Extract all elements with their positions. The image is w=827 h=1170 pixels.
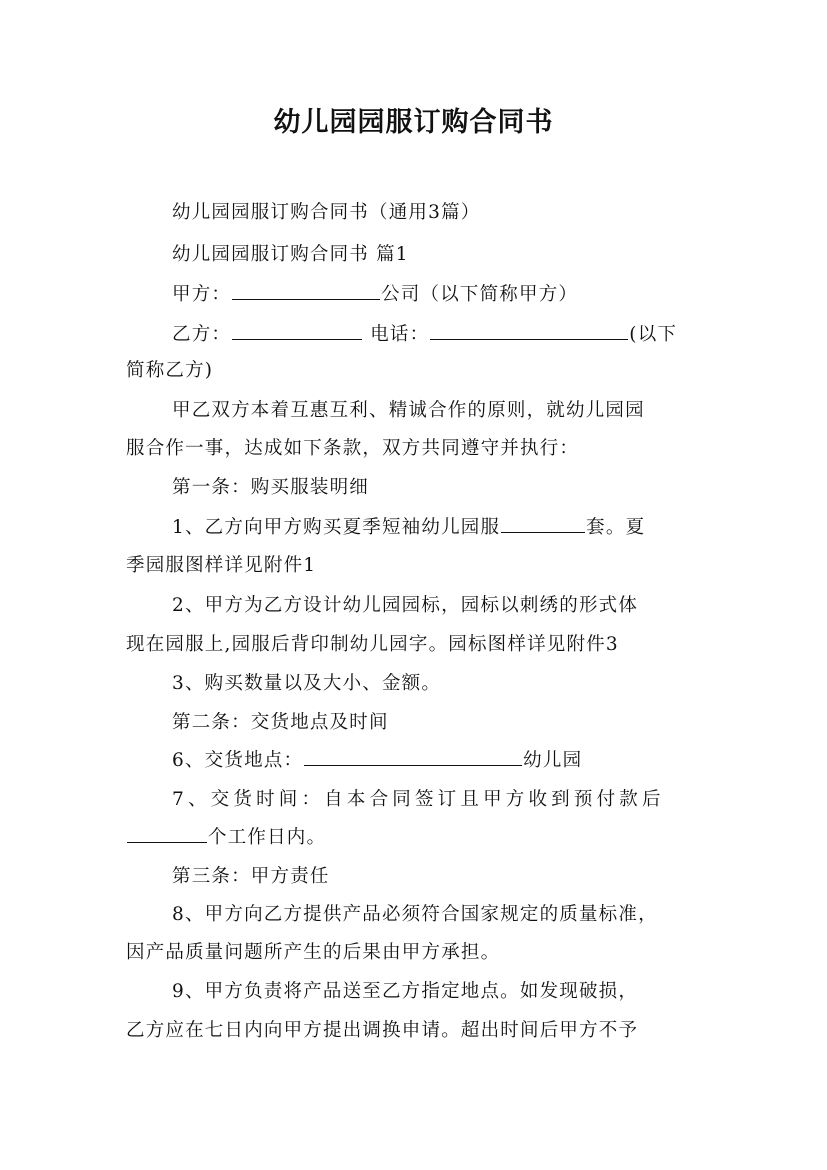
paragraph-line: 季园服图样详见附件1: [126, 555, 317, 576]
delivery-time-line: [126, 823, 326, 849]
party-a-suffix: 公司（以下简称甲方）: [381, 284, 579, 305]
party-a-line: [172, 280, 578, 306]
clause-line: [172, 513, 645, 539]
party-a-label: 甲方：: [172, 284, 232, 305]
clause-line: 2、甲方为乙方设计幼儿园园标，园标以刺绣的形式体: [172, 595, 639, 616]
article-heading: 第三条：甲方责任: [172, 866, 330, 887]
clause-1-suffix: 套。夏: [586, 517, 646, 538]
party-b-line: [172, 320, 677, 346]
delivery-time-suffix: 个工作日内。: [208, 827, 327, 848]
delivery-place-line: [172, 746, 582, 772]
paragraph-line: 简称乙方): [126, 360, 214, 381]
clause-line: 7、交货时间：自本合同签订且甲方收到预付款后: [172, 789, 665, 810]
clause-1-text: 1、乙方向甲方购买夏季短袖幼儿园服: [172, 517, 501, 538]
paragraph-line: 甲乙双方本着互惠互利、精诚合作的原则，就幼儿园园: [172, 400, 645, 421]
article-heading: 第一条：购买服装明细: [172, 477, 370, 498]
paragraph-line: 因产品质量问题所产生的后果由甲方承担。: [126, 942, 501, 963]
clause-line: 8、甲方向乙方提供产品必须符合国家规定的质量标准，: [172, 904, 658, 925]
party-b-suffix: (以下: [629, 324, 678, 345]
quantity-blank: [501, 514, 585, 533]
document-title: 幼儿园园服订购合同书: [273, 107, 554, 138]
party-b-label: 乙方：: [172, 324, 232, 345]
delivery-place-suffix: 幼儿园: [523, 750, 583, 771]
phone-blank: [430, 321, 628, 340]
paragraph-line: 现在园服上,园服后背印制幼儿园字。园标图样详见附件3: [126, 634, 619, 655]
subtitle-line: 幼儿园园服订购合同书（通用3篇）: [172, 202, 481, 223]
delivery-place-blank: [304, 747, 522, 766]
clause-line: 9、甲方负责将产品送至乙方指定地点。如发现破损，: [172, 981, 639, 1002]
party-b-blank: [232, 321, 362, 340]
article-heading: 第二条：交货地点及时间: [172, 712, 389, 733]
paragraph-line: 乙方应在七日内向甲方提出调换申请。超出时间后甲方不予: [126, 1020, 639, 1041]
section-heading: 幼儿园园服订购合同书 篇1: [172, 244, 409, 265]
delivery-days-blank: [127, 824, 207, 843]
party-a-blank: [232, 281, 380, 300]
clause-line: 3、购买数量以及大小、金额。: [172, 673, 442, 694]
paragraph-line: 服合作一事，达成如下条款，双方共同遵守并执行：: [126, 438, 580, 459]
delivery-place-label: 6、交货地点：: [172, 750, 304, 771]
phone-label: 电话：: [363, 324, 430, 345]
